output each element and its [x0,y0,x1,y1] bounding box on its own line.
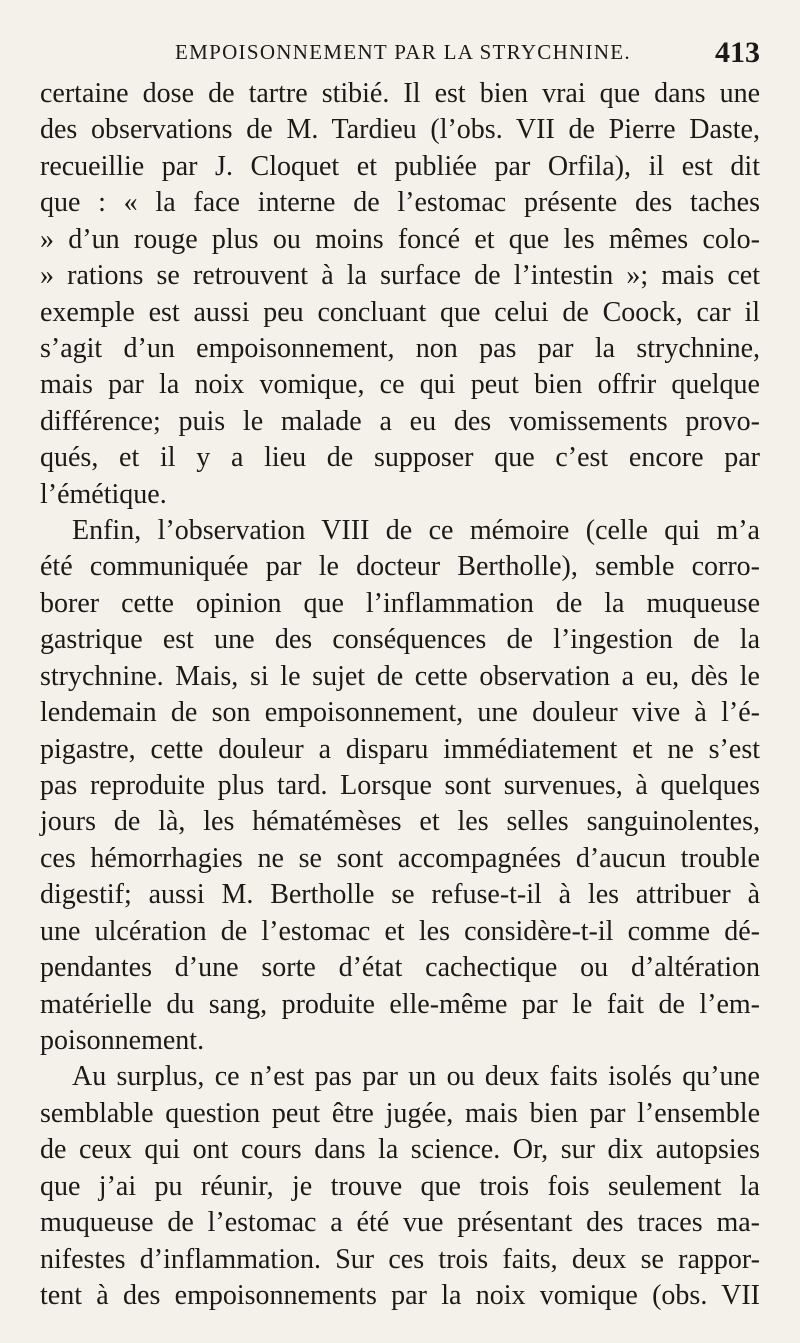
paragraph [40,513,760,1059]
text-line: différence; puis le malade a eu des vomissements provo- [40,405,760,437]
text-line: matérielle du sang, produite elle-même par le fait de l’em- [40,988,760,1020]
text-line: l’émétique. [40,478,167,510]
text-line: lendemain de son empoisonnement, une douleur vive à l’é- [40,697,760,729]
text-line: jours de là, les hématémèses et les selles sanguinolentes, [40,806,760,838]
text-line: Enfin, l’observation VIII de ce mémoire (celle qui m’a [72,515,760,547]
text-line: gastrique est une des conséquences de l’ingestion de la [40,624,760,656]
text-line: » d’un rouge plus ou moins foncé et que les mêmes colo- [40,223,760,255]
text-line: ces hémorrhagies ne se sont accompagnées d’aucun trouble [40,842,760,874]
text-line: de ceux qui ont cours dans la science. Or, sur dix autopsies [40,1134,760,1166]
text-line: des observations de M. Tardieu (l’obs. VII de Pierre Daste, [40,114,760,146]
body-text [40,76,760,1314]
text-line: été communiquée par le docteur Bertholle), semble corro- [40,551,760,583]
paragraph [40,76,760,513]
page-number: 413 [715,36,760,69]
text-line: mais par la noix vomique, ce qui peut bien offrir quelque [40,369,760,401]
text-line: semblable question peut être jugée, mais bien par l’ensemble [40,1097,760,1129]
text-line: que j’ai pu réunir, je trouve que trois fois seulement la [40,1170,760,1202]
text-line: qués, et il y a lieu de supposer que c’est encore par [40,442,760,474]
text-line: recueillie par J. Cloquet et publiée par Orfila), il est dit [40,150,760,182]
text-line: muqueuse de l’estomac a été vue présentant des traces ma- [40,1207,760,1239]
text-line: pendantes d’une sorte d’état cachectique ou d’altération [40,952,760,984]
text-line: s’agit d’un empoisonnement, non pas par la strychnine, [40,332,760,364]
text-line: strychnine. Mais, si le sujet de cette observation a eu, dès le [40,660,760,692]
text-line: nifestes d’inflammation. Sur ces trois faits, deux se rappor- [40,1243,760,1275]
text-line: digestif; aussi M. Bertholle se refuse-t-il à les attribuer à [40,879,760,911]
text-line: que : « la face interne de l’estomac présente des taches [40,187,760,219]
text-line: exemple est aussi peu concluant que celui de Coock, car il [40,296,760,328]
running-title: EMPOISONNEMENT PAR LA STRYCHNINE. [175,40,631,64]
page-header [40,36,760,76]
text-line: pigastre, cette douleur a disparu immédiatement et ne s’est [40,733,760,765]
text-line: tent à des empoisonnements par la noix vomique (obs. VII [40,1279,760,1311]
text-line: » rations se retrouvent à la surface de l’intestin »; mais cet [40,260,760,292]
paragraph [40,1059,760,1314]
text-line: certaine dose de tartre stibié. Il est bien vrai que dans une [40,78,760,109]
text-line: poisonnement. [40,1024,205,1056]
text-line: pas reproduite plus tard. Lorsque sont survenues, à quelques [40,770,760,802]
text-line: Au surplus, ce n’est pas par un ou deux faits isolés qu’une [72,1061,760,1093]
text-line: borer cette opinion que l’inflammation de la muqueuse [40,587,760,619]
text-line: une ulcération de l’estomac et les considère-t-il comme dé- [40,915,760,947]
